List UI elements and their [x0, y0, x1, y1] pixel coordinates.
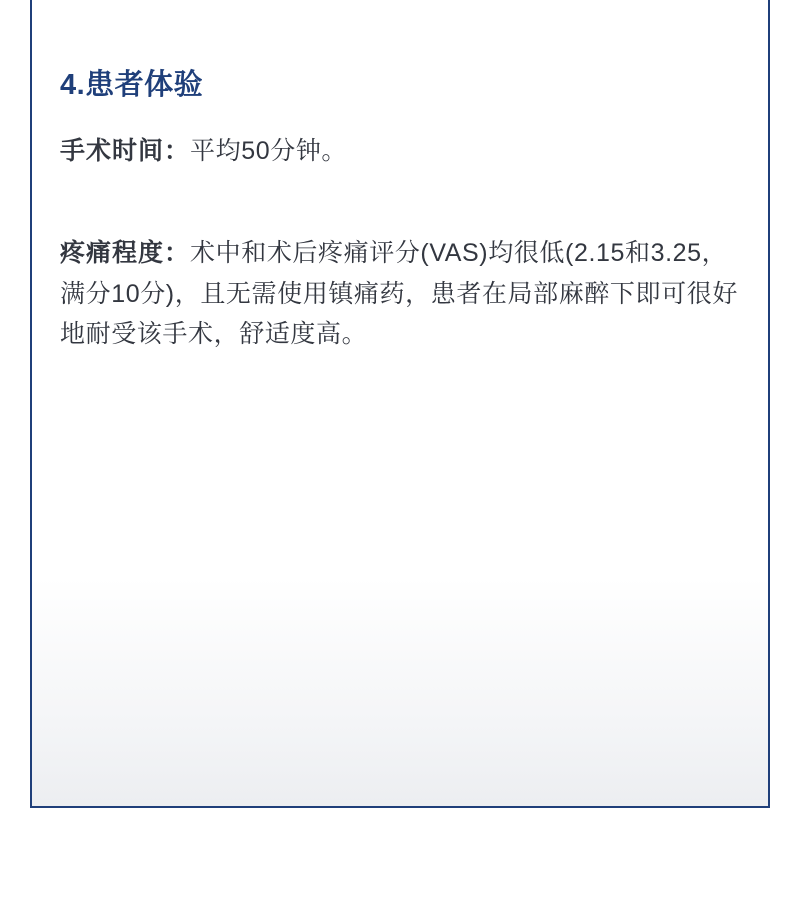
content-card — [30, 0, 770, 808]
paragraph-label-surgery-time: 手术时间： — [60, 136, 191, 165]
paragraph-label-pain-level: 疼痛程度： — [60, 239, 191, 268]
card-content — [60, 68, 740, 355]
paragraph-pain-level — [60, 233, 740, 355]
section-title: 4.患者体验 — [60, 69, 204, 101]
paragraph-text-surgery-time: 平均50分钟。 — [190, 136, 348, 165]
paragraph-surgery-time — [60, 131, 740, 172]
paragraph-text-pain-level: 术中和术后疼痛评分(VAS)均很低(2.15和3.25，满分10分)，且无需使用镇痛药，患者在局部麻醉下即可很好地耐受该手术，舒适度高。 — [60, 239, 738, 349]
